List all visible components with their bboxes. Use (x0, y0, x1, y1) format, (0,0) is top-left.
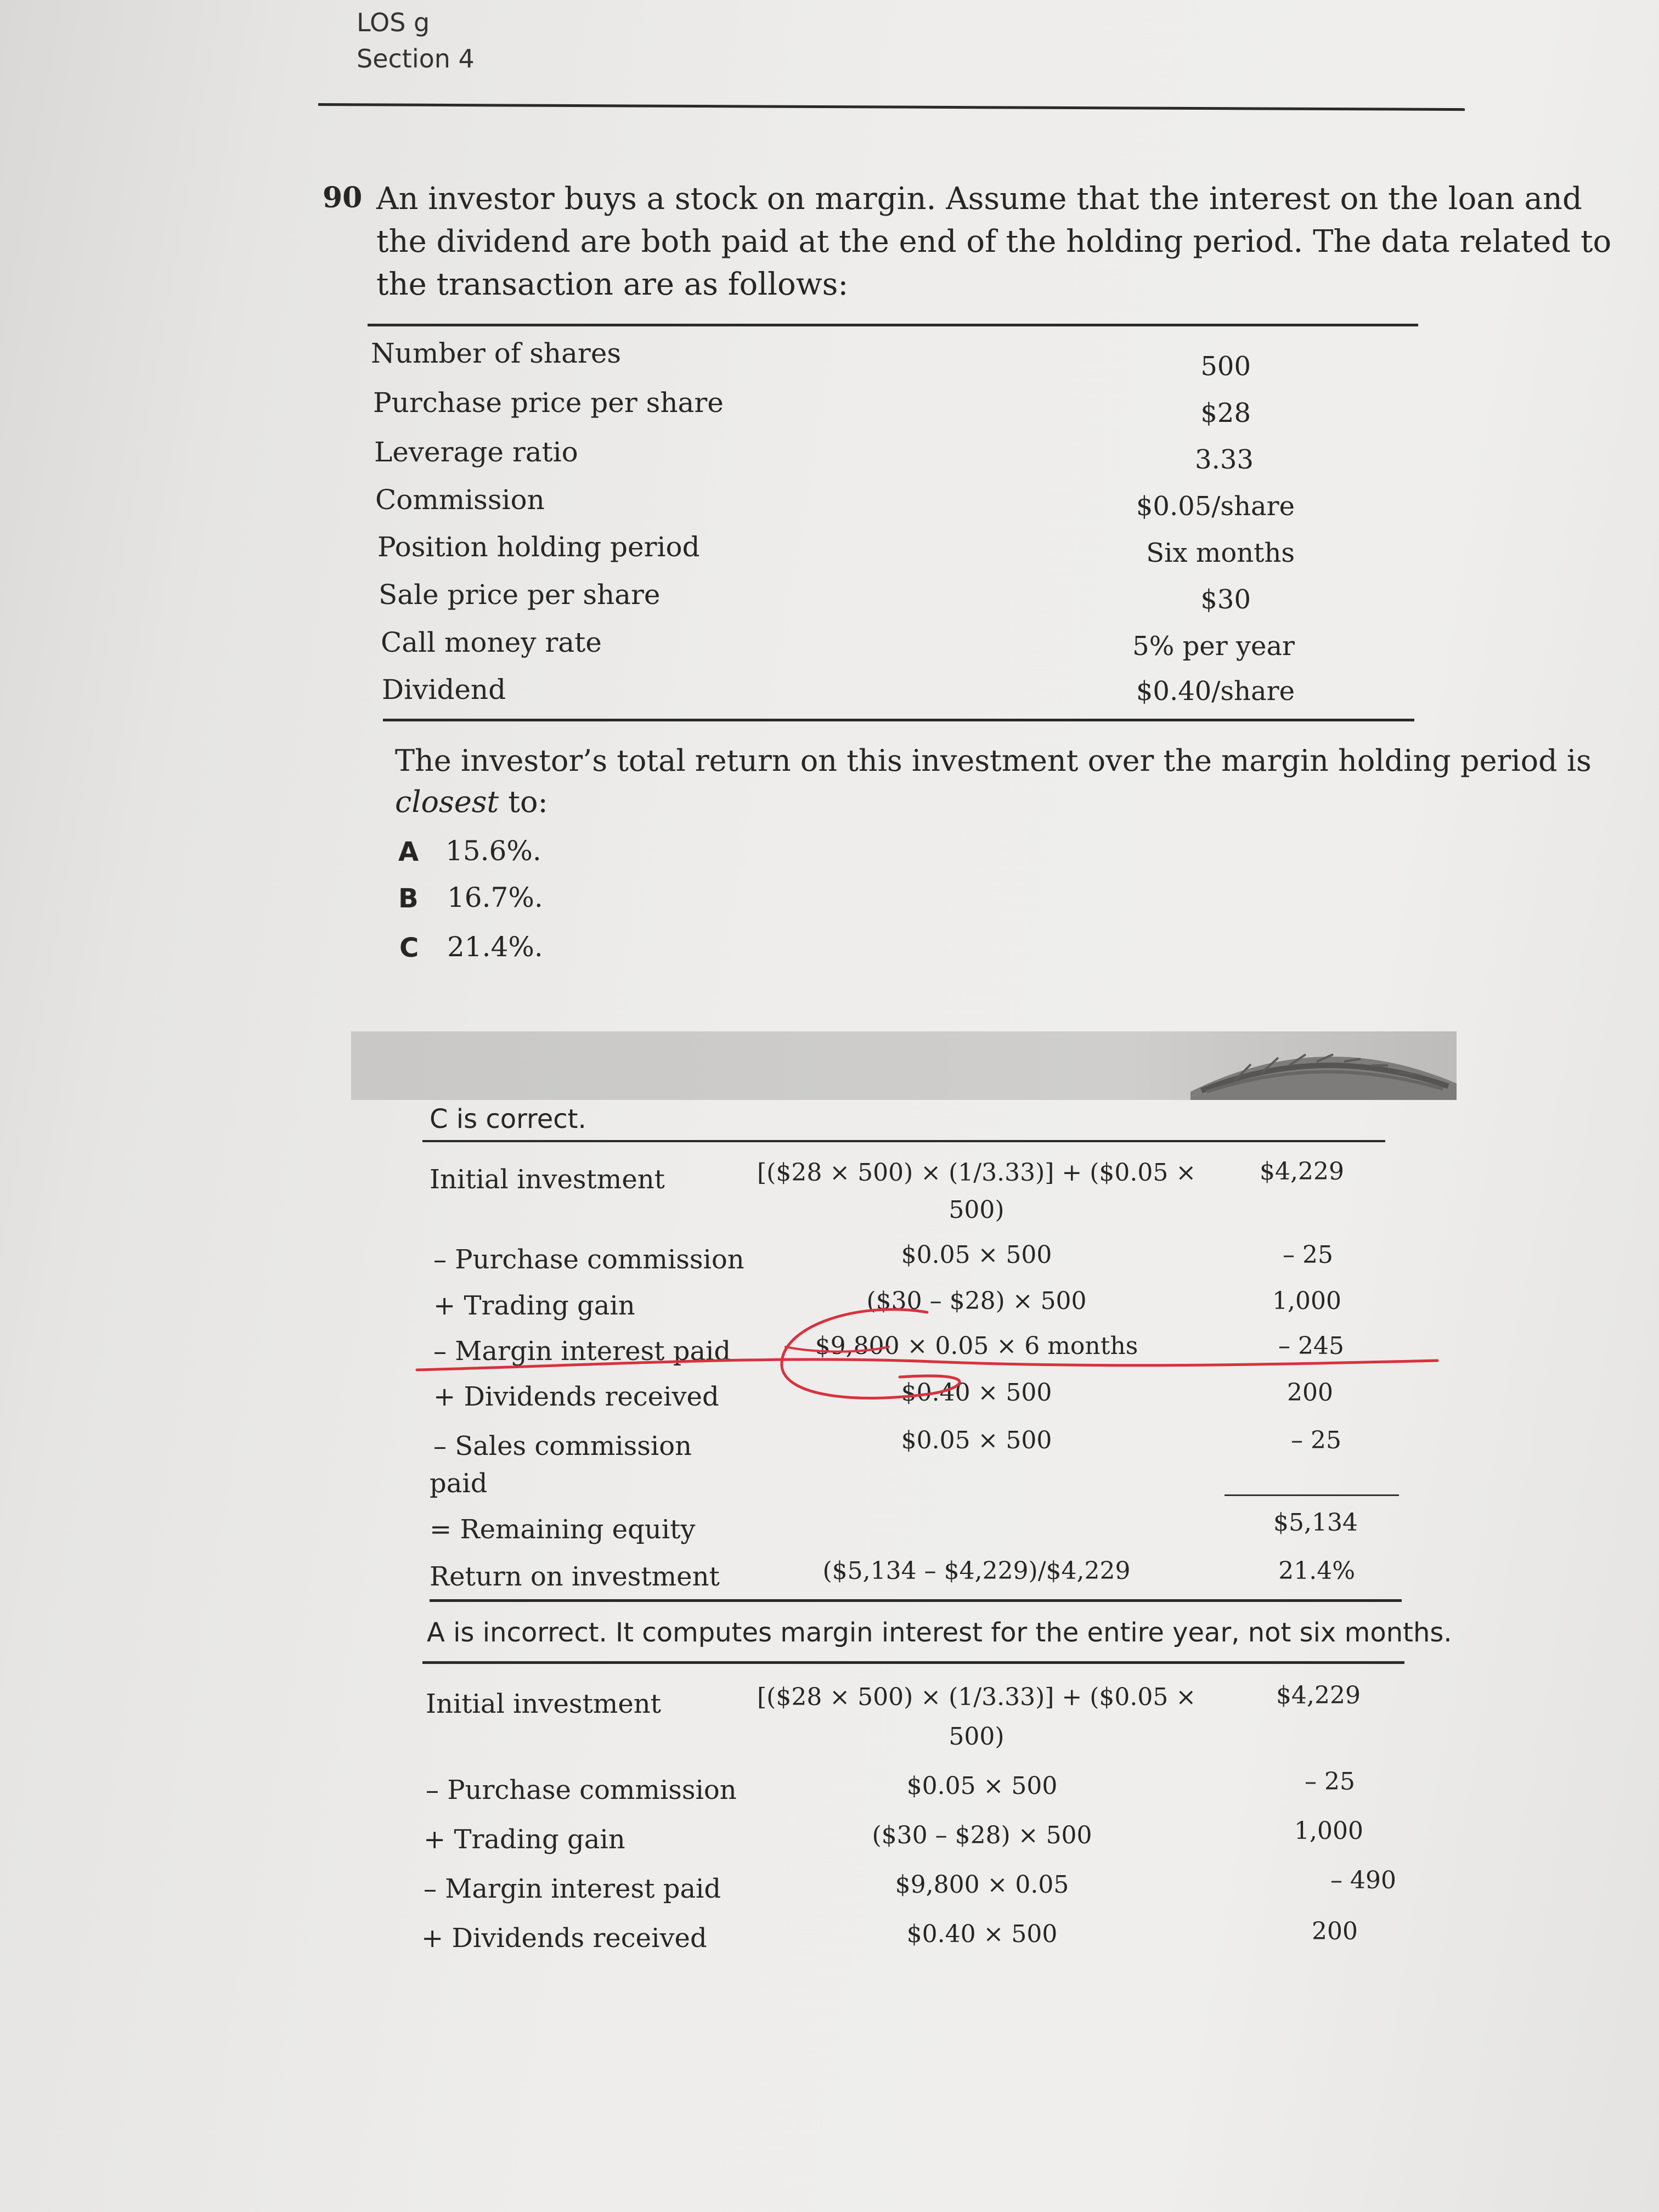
answer-letter: B (398, 883, 419, 914)
prompt-italic: closest (395, 785, 499, 819)
table-top-rule (368, 324, 1418, 326)
table-row-label: – Purchase commission (433, 1244, 744, 1275)
table-row-label: Sale price per share (379, 579, 661, 611)
header-rule (318, 103, 1465, 111)
table-row-value: $0.40/share (1136, 676, 1295, 707)
sum-rule (1224, 1494, 1399, 1496)
table-row-label: – Purchase commission (426, 1775, 737, 1805)
answer-text: 21.4%. (447, 931, 543, 963)
table-row-label: + Trading gain (424, 1824, 625, 1855)
prompt-line-1: The investor’s total return on this investment over the margin holding period is (395, 743, 1592, 778)
table-row-value: $30 (1200, 584, 1251, 615)
table-row-amount: – 245 (1278, 1332, 1344, 1360)
table-row-amount: $4,229 (1276, 1681, 1361, 1709)
table-row-calc: $0.05 × 500 (906, 1772, 1058, 1800)
table-row-label: + Dividends received (421, 1923, 707, 1954)
explanation-c-rule (422, 1140, 1385, 1142)
table-row-calc: $0.05 × 500 (901, 1241, 1052, 1269)
table-row-amount: 1,000 (1272, 1287, 1341, 1315)
table-row-label: – Sales commission (433, 1431, 692, 1462)
table-row-calc: [($28 × 500) × (1/3.33)] + ($0.05 × (757, 1159, 1197, 1187)
table-row-label: Initial investment (426, 1689, 661, 1719)
table-row-label: Number of shares (371, 337, 622, 369)
table-row-label: Purchase price per share (373, 387, 724, 419)
table-row-value: 500 (1200, 351, 1251, 382)
answer-letter: A (398, 837, 419, 867)
table-row-calc-cont: 500) (949, 1196, 1005, 1224)
table-row-value: Six months (1146, 538, 1295, 568)
table-row-calc: ($30 – $28) × 500 (866, 1287, 1087, 1315)
table-row-calc: ($30 – $28) × 500 (872, 1821, 1092, 1849)
table-row-calc-cont: 500) (949, 1723, 1005, 1751)
table-row-calc: [($28 × 500) × (1/3.33)] + ($0.05 × (757, 1683, 1197, 1711)
table-bottom-rule (383, 719, 1414, 721)
table-row-amount: – 25 (1305, 1768, 1355, 1796)
answer-text: 15.6%. (445, 835, 541, 867)
table-row-label: – Margin interest paid (424, 1874, 721, 1904)
table-row-calc: ($5,134 – $4,229)/$4,229 (822, 1557, 1131, 1585)
table-row-label-cont: paid (430, 1468, 488, 1499)
table-row-label: Call money rate (381, 627, 602, 658)
table-row-label: + Dividends received (433, 1381, 719, 1412)
table-row-amount: $4,229 (1260, 1158, 1344, 1186)
table-row-calc: $9,800 × 0.05 × 6 months (815, 1332, 1138, 1360)
bridge-image (1190, 1031, 1457, 1100)
answer-letter: C (399, 933, 419, 963)
los-label: LOS g (357, 8, 430, 37)
table-row-calc: $0.05 × 500 (901, 1426, 1052, 1454)
explanation-a-rule (422, 1661, 1404, 1664)
table-row-amount: – 25 (1283, 1241, 1333, 1269)
table-row-amount: – 490 (1330, 1866, 1396, 1894)
table-row-label: – Margin interest paid (433, 1336, 731, 1367)
question-line-2: the dividend are both paid at the end of the holding period. The data related to (376, 224, 1612, 259)
table-row-amount: 200 (1287, 1379, 1333, 1407)
table-row-amount: 1,000 (1294, 1817, 1363, 1845)
table-row-calc: $0.40 × 500 (901, 1379, 1052, 1407)
table-row-label: = Remaining equity (430, 1514, 696, 1545)
table-row-calc: $9,800 × 0.05 (895, 1871, 1069, 1899)
table-row-label: Position holding period (377, 531, 700, 563)
answer-text: 16.7%. (447, 882, 543, 913)
question-line-3: the transaction are as follows: (376, 267, 849, 302)
table-row-label: Return on investment (430, 1561, 720, 1592)
table-row-calc: $0.40 × 500 (906, 1920, 1058, 1948)
table-row-label: + Trading gain (433, 1290, 635, 1321)
table-row-label: Commission (375, 484, 545, 516)
table-row-value: $0.05/share (1136, 491, 1295, 522)
prompt-line-2 (395, 785, 548, 819)
prompt-rest: to: (499, 785, 548, 819)
table-row-value: 5% per year (1132, 631, 1295, 662)
question-number: 90 (323, 181, 363, 215)
table-row-amount: $5,134 (1273, 1509, 1358, 1537)
table-row-amount: 200 (1312, 1917, 1358, 1945)
section-label: Section 4 (357, 44, 475, 74)
question-line-1: An investor buys a stock on margin. Assume that the interest on the loan and (376, 181, 1582, 217)
table-row-label: Leverage ratio (374, 436, 578, 468)
explanation-a-heading: A is incorrect. It computes margin interest for the entire year, not six months. (427, 1617, 1452, 1648)
table-row-value: 3.33 (1195, 444, 1254, 475)
table-row-value: $28 (1200, 398, 1251, 428)
explanation-c-heading: C is correct. (430, 1104, 586, 1135)
table-row-label: Dividend (382, 674, 506, 706)
table-row-amount: 21.4% (1278, 1557, 1355, 1585)
explanation-c-bottom-rule (430, 1599, 1402, 1602)
table-row-label: Initial investment (430, 1164, 665, 1195)
table-row-amount: – 25 (1291, 1426, 1341, 1454)
